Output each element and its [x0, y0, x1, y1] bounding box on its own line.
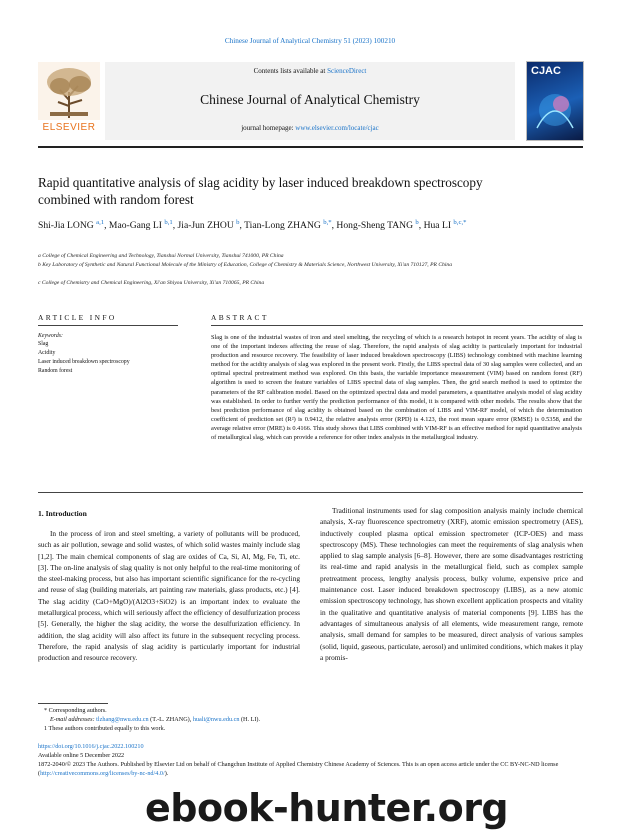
footnote-rule	[38, 703, 108, 704]
keyword-item: Random forest	[38, 368, 73, 374]
author-affiliation-marker[interactable]: b,*	[323, 219, 332, 226]
article-title: Rapid quantitative analysis of slag acidity by laser induced breakdown spectroscopy combined with random forest	[38, 175, 483, 207]
watermark-text: ebook-hunter.org	[145, 786, 509, 830]
footnote-emails: E-mail addresses: tlzhang@nwu.edu.cn (T.-L. ZHANG), huali@nwu.edu.cn (H. LI).	[50, 716, 261, 723]
author-list: Shi-Jia LONG $^{a,1}$, Mao-Gang LI $^{b,1}$, Jia-Jun ZHOU $^b$, Tian-Long ZHANG $^{b,*}$, Hong-Sheng TANG $^b$, Hua LI $^{b,c,*}$	[38, 219, 467, 232]
journal-cover-image	[526, 61, 584, 141]
email-link[interactable]: tlzhang@nwu.edu.cn	[96, 716, 149, 723]
keywords-label: Keywords:	[38, 333, 63, 339]
author-affiliation-marker[interactable]: a,1	[96, 219, 105, 226]
available-online: Available online 5 December 2022	[38, 752, 125, 759]
homepage-line: journal homepage: www.elsevier.com/locate/cjac	[241, 124, 379, 132]
affiliation-b: b Key Laboratory of Synthetic and Natural Functional Molecule of the Ministry of Education, College of Chemistry & Materials Science, Northwest University, Xi'an 710127, PR China	[38, 262, 452, 268]
author-affiliation-marker[interactable]: b	[415, 219, 419, 226]
author-name: Tian-Long ZHANG $^{b,*}$	[244, 219, 332, 232]
author-affiliation-marker[interactable]: b	[236, 219, 240, 226]
journal-title: Chinese Journal of Analytical Chemistry	[200, 92, 420, 107]
copyright-notice: 1872-2040/© 2023 The Authors. Published by Elsevier Ltd on behalf of Changchun Institute of Applied Chemistry Chinese Academy of Sciences. This is an open access article under the CC BY-NC-ND license (http://creativecommons.org/licenses/by-nc-nd/4.0/).	[38, 761, 559, 778]
author-name: Mao-Gang LI $^{b,1}$	[108, 219, 173, 232]
author-name: Hong-Sheng TANG $^b$	[336, 219, 419, 232]
footnote-corresponding: * Corresponding authors.	[44, 707, 107, 714]
doi-link[interactable]: https://doi.org/10.1016/j.cjac.2022.100210	[38, 743, 144, 750]
author-affiliation-marker[interactable]: b,1	[164, 219, 173, 226]
abstract-rule	[211, 325, 583, 326]
intro-paragraph-left: In the process of iron and steel smelting, a variety of pollutants will be produced, such as air pollution, sewage and solid wastes, of which solid wastes mainly include slag [1,2]. The main chemical components of slag are oxides of Ca, Si, Al, Mg, Fe, Ti, etc. [3]. The on-line analysis of slag quality is not only helpful to the real-time monitoring of the steel-making process, but also has important scientific significance for the re-cycling and reuse of slag (building materials, art painting raw materials, glass products, etc.) [4]. The slag acidity (CaO+MgO)/(Al2O3+SiO2) is an important index to evaluate the metallurgical process, which will seriously affect the efficiency of desulfurization process [5]. Generally, the higher the slag acidity, the worse the desulfurization efficiency. In addition, the slag acidity will also affect its future in the subsequent recycling process. Therefore, the rapid analysis of slag acidity is particularly important for industrial production and resource recovery.	[38, 529, 300, 663]
journal-citation-link[interactable]: Chinese Journal of Analytical Chemistry 51 (2023) 100210	[224, 37, 396, 45]
publisher-name: ELSEVIER	[42, 122, 96, 133]
author-name: Hua LI $^{b,c,*}$	[423, 219, 467, 232]
author-name: Shi-Jia LONG $^{a,1}$	[38, 219, 105, 232]
license-link[interactable]: http://creativecommons.org/licenses/by-nc-nd/4.0/	[40, 770, 165, 778]
sciencedirect-link[interactable]: ScienceDirect	[327, 67, 367, 75]
author-name: Jia-Jun ZHOU $^b$	[177, 219, 240, 232]
contents-line: Contents lists available at ScienceDirect	[253, 67, 367, 75]
keyword-item: Acidity	[38, 350, 56, 356]
keyword-item: Slag	[38, 341, 49, 347]
section-heading-introduction: 1. Introduction	[38, 509, 87, 518]
email-link[interactable]: huali@nwu.edu.cn	[192, 716, 240, 723]
intro-paragraph-right: Traditional instruments used for slag composition analysis mainly include chemical analysis, X-ray fluorescence spectrometry (XRF), atomic emission spectrometry (AES), inductively coupled plasma optical emission spectrometer (ICP-OES) and mass spectroscopy (MS). These technologies can meet the requirements of slag analysis when applied to slag sample analysis [6–8]. However, there are some disadvantages restricting its real-time and rapid analysis in the metallurgical field, such as complex sample pretreatment process, lengthy analysis process, bulky volume, expensive price and maintenance cost. Laser induced breakdown spectroscopy (LIBS), as a new atomic emission spectroscopy technology, has shown excellent application prospects and vitality in the qualitative and quantitative analysis of material components [9]. LIBS has the advantages of simultaneous analysis of all elements, wide measurement range, remote analysis, small demand for samples to be measured, direct analysis of various samples (solid, liquid, gaseous, particulate, aerosol) and unlimited conditions, which makes it play a promis-	[320, 506, 583, 662]
article-info-heading: ARTICLE INFO	[38, 313, 117, 322]
homepage-link[interactable]: www.elsevier.com/locate/cjac	[295, 124, 379, 132]
abstract-heading: ABSTRACT	[211, 313, 269, 322]
article-info-rule	[38, 325, 178, 326]
affiliation-a: a College of Chemical Engineering and Technology, Tianshui Normal University, Tianshui 741000, PR China	[38, 253, 284, 259]
abstract-bottom-rule	[38, 492, 583, 493]
keyword-item: Laser induced breakdown spectroscopy	[38, 359, 130, 365]
author-affiliation-marker[interactable]: b,c,*	[453, 219, 467, 226]
cover-title: CJAC	[531, 65, 561, 77]
header-rule	[38, 146, 583, 148]
abstract-text: Slag is one of the industrial wastes of iron and steel smelting, the recycling of which is a research hotspot in recent years. The acidity of slag is one of the important indexes affecting the reuse of slag. Therefore, the rapid analysis of slag acidity is particularly important for industrial production and resource recovery. The feasibility of laser induced breakdown spectroscopy (LIBS) technology combined with machine learning method for the acidity analysis of slag was explored in the present work. Firstly, the LIBS spectral data of 30 slag samples were collected, and an optimal spectral pretreatment method was explored. On this basis, the variable importance measurement (VIM) based on random forest (RF) algorithm is used to screen the feature variables of LIBS spectral data of slag samples. Then, the grid search method is used to optimize the parameters of the RF calibration model. Based on the optimized spectral data and model parameters, a quantitative analysis model of slag acidity was established. In order to further verify the prediction performance of this model, it is compared with other models. The results show that the best prediction performance of slag acidity is obtained based on the combination of LIBS and VIM-RF model, of which the determination coefficient of prediction set (R²) is 0.9412, the relative analysis error (RPD) is 4.123, the root mean square error (RMSE) is 0.5358, and the average relative error (MRE) is 0.4166. This study shows that LIBS combined with VIM-RF is an effective method for rapid quantitative analysis of metallurgical slag, which can provide a reference for other index analysis in the metallurgical industry.	[211, 334, 582, 442]
footnote-equal-contribution: 1 These authors contributed equally to this work.	[44, 725, 166, 732]
affiliation-c: c College of Chemistry and Chemical Engineering, Xi'an Shiyou University, Xi'an 710065, PR China	[38, 280, 265, 286]
